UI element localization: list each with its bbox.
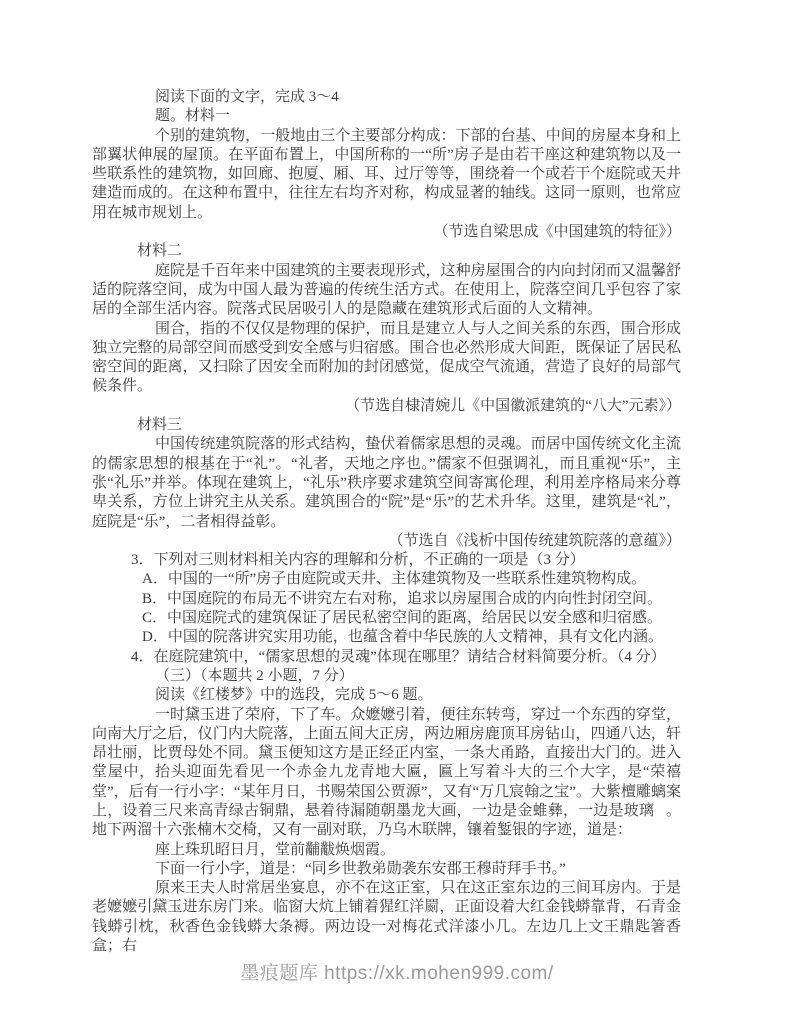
material-2-source: （节选自棣清婉儿《中国徽派建筑的“八大”元素》）	[345, 397, 681, 414]
hlm-reading-instruction: 阅读《红楼梦》中的选段，完成 5～6 题。	[155, 687, 433, 704]
material-2-paragraph-1: 庭院是千百年来中国建筑的主要表现形式，这种房屋围合的内向封闭而又温馨舒适的院落空间，成为中国人最为普遍的传统生活方式。在使用上，院落空间几乎包容了家居的全部生活内容。院落式民居吸引人的是隐藏在建筑形式后面的人文精神。	[92, 262, 681, 318]
hlm-small-script-line: 下面一行小字，道是：“同乡世教弟勋袭东安郡王穆莳拜手书。”	[155, 860, 566, 877]
material-2-heading: 材料二	[137, 243, 183, 260]
material-1-source: （节选自梁思成《中国建筑的特征》）	[433, 224, 681, 241]
question-3-stem: 3．下列对三则材料相关内容的理解和分析，不正确的一项是（3 分）	[131, 552, 585, 569]
question-4-stem: 4．在庭院建筑中，“儒家思想的灵魂”体现在哪里？请结合材料简要分析。（4 分）	[131, 648, 666, 665]
footer-watermark	[0, 958, 794, 985]
question-3-option-b: B．中国庭院的布局无不讲究左右对称，追求以房屋围合成的内向性封闭空间。	[142, 590, 663, 607]
question-3-option-c: C．中国庭院式的建筑保证了居民私密空间的距离，给居民以安全感和归宿感。	[142, 610, 663, 627]
document-body	[92, 88, 681, 956]
material-3-heading: 材料三	[137, 417, 183, 434]
question-3-option-a: A．中国的一“所”房子由庭院或天井、主体建筑物及一些联系性建筑物构成。	[142, 571, 647, 588]
hlm-paragraph-2: 原来王夫人时常居坐宴息，亦不在这正室，只在这正室东边的三间耳房内。于是老嬷嬷引黛玉进东房门来。临窗大炕上铺着猩红洋罽，正面设着大红金钱蟒靠背，石青金钱蟒引枕，秋香色金钱蟒大条褥。两边设一对梅花式洋漆小几。左边几上文王鼎匙箸香盒；右	[92, 880, 681, 955]
material-3-source: （节选自《浅析中国传统建筑院落的意蕴》）	[388, 532, 681, 549]
material-1-paragraph: 个别的建筑物，一般地由三个主要部分构成：下部的台基、中间的房屋本身和上部翼状伸展的屋顶。在平面布置上，中国所称的一“所”房子是由若干座这种建筑物以及一些联系性的建筑物，如回廊、抱厦、厢、耳、过厅等等，围绕着一个或若干个庭院或天井建造而成的。在这种布置中，往往左右均齐对称，构成显著的轴线。这同一原则，也常应用在城市规划上。	[92, 127, 681, 221]
reading-instruction-line-1: 阅读下面的文字，完成 3～4	[155, 89, 339, 105]
section-3-header: （三）（本题共 2 小题，7 分）	[155, 667, 354, 684]
question-3-option-d: D．中国的院落讲究实用功能，也蕴含着中华民族的人文精神，具有文化内涵。	[142, 629, 663, 646]
footer-site-text: 墨痕题库 https://xk.mohen999.com/	[240, 963, 554, 984]
reading-instruction-line-2: 题。材料一	[155, 108, 231, 125]
material-3-paragraph: 中国传统建筑院落的形式结构，蛰伏着儒家思想的灵魂。而居中国传统文化主流的儒家思想的根基在于“礼”。“礼者，天地之序也。”儒家不但强调礼，而且重视“乐”，主张“礼乐”并举。体现在建筑上，“礼乐”秩序要求建筑空间寄寓伦理，利用差序格局来分尊卑关系，方位上讲究主从关系。建筑围合的“院”是“乐”的艺术升华。这里，建筑是“礼”，庭院是“乐”，二者相得益彰。	[92, 436, 681, 530]
material-2-paragraph-2: 围合，指的不仅仅是物理的保护，而且是建立人与人之间关系的东西，围合形成独立完整的局部空间而感受到安全感与归宿感。围合也必然形成大间距，既保证了居民私密空间的距离，又扫除了因安全而附加的封闭感觉，促成空气流通，营造了良好的局部气候条件。	[92, 320, 681, 395]
hlm-paragraph-1: 一时黛玉进了荣府，下了车。众嬷嬷引着，便往东转弯，穿过一个东西的穿堂，向南大厅之后，仪门内大院落，上面五间大正房，两边厢房鹿顶耳房钻山，四通八达，轩昂壮丽，比贾母处不同。黛玉便知这方是正经正内室，一条大甬路，直接出大门的。进入堂屋中，抬头迎面先看见一个赤金九龙青地大匾，匾上写着斗大的三个大字，是“荣禧堂”，后有一行小字：“某年月日，书赐荣国公贾源”，又有“万几宸翰之宝”。大紫檀雕螭案上，设着三尺来高青绿古铜鼎，悬着待漏随朝墨龙大画，一边是金蜼彝，一边是玻璃𥁽。地下两溜十六张楠木交椅，又有一副对联，乃乌木联牌，镶着錾银的字迹，道是：	[92, 706, 681, 839]
hlm-couplet: 座上珠玑昭日月，堂前黼黻焕烟霞。	[155, 841, 396, 858]
